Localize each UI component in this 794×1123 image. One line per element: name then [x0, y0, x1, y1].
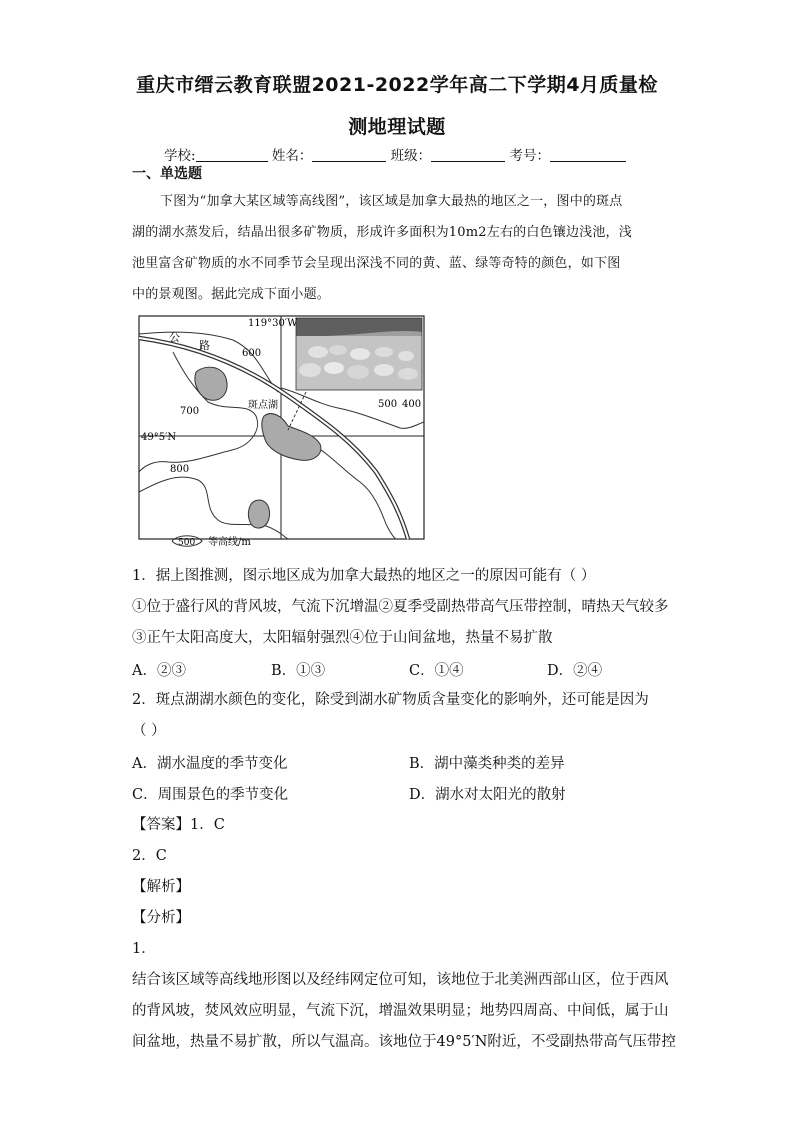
analysis-line-1: 结合该区域等高线地形图以及经纬网定位可知，该地位于北美洲西部山区，位于西风: [132, 972, 669, 988]
question-1-line-2: ①位于盛行风的背风坡，气流下沉增温②夏季受副热带高气压带控制，晴热天气较多: [132, 599, 669, 615]
question-2-paren: （ ）: [132, 723, 166, 739]
analysis-label: 【解析】: [132, 879, 190, 895]
contour-label-400: 400: [402, 399, 422, 410]
contour-label-800: 800: [170, 464, 190, 475]
document-title-line-2: 测地理试题: [348, 116, 446, 138]
sub-number-1: 1．: [132, 941, 156, 957]
contour-label-700: 700: [180, 406, 200, 417]
contour-map-figure: [138, 312, 426, 550]
question-1-option-c[interactable]: C．①④: [409, 663, 464, 679]
question-2-stem: 2．斑点湖湖水颜色的变化，除受到湖水矿物质含量变化的影响外，还可能是因为: [132, 692, 649, 708]
material-line-3: 池里富含矿物质的水不同季节会呈现出深浅不同的黄、蓝、绿等奇特的颜色，如下图: [132, 256, 621, 271]
answer-line-2: 2．C: [132, 848, 167, 864]
southern-lake: [248, 500, 269, 528]
legend-value: 500: [178, 538, 196, 548]
document-title-line-1: 重庆市缙云教育联盟2021-2022学年高二下学期4月质量检: [136, 74, 658, 96]
question-1-option-a[interactable]: A．②③: [132, 663, 186, 679]
latitude-label: 49°5′N: [141, 432, 177, 443]
lake-label: 斑点湖: [248, 400, 278, 411]
question-2-option-c[interactable]: C．周围景色的季节变化: [132, 787, 289, 803]
material-line-2: 湖的湖水蒸发后，结晶出很多矿物质，形成许多面积为10m2左右的白色镶边浅池，浅: [132, 225, 632, 240]
question-2-option-a[interactable]: A．湖水温度的季节变化: [132, 756, 288, 772]
question-2-option-b[interactable]: B．湖中藻类种类的差异: [409, 756, 565, 772]
name-label: 姓名：: [271, 148, 313, 164]
name-blank[interactable]: [312, 147, 386, 162]
fenxi-label: 【分析】: [132, 910, 190, 926]
question-1-option-d[interactable]: D．②④: [547, 663, 603, 679]
school-label: 学校:: [164, 148, 196, 164]
student-info-row: [164, 144, 626, 164]
analysis-line-3: 间盆地，热量不易扩散，所以气温高。该地位于49°5′N附近，不受副热带高气压带控: [132, 1034, 676, 1050]
school-blank[interactable]: [196, 147, 268, 162]
contour-label-600: 600: [242, 348, 262, 359]
analysis-line-2: 的背风坡，焚风效应明显，气流下沉，增温效果明显；地势四周高、中间低，属于山: [132, 1003, 669, 1019]
question-1-line-3: ③正午太阳高度大，太阳辐射强烈④位于山间盆地，热量不易扩散: [132, 630, 553, 646]
road-label-2: 路: [199, 339, 210, 352]
road-label-1: 公: [169, 331, 180, 344]
answer-line-1: 【答案】1．C: [132, 817, 225, 833]
question-2-option-d[interactable]: D．湖水对太阳光的散射: [409, 787, 566, 803]
longitude-label: 119°30′W: [248, 318, 298, 329]
legend-text: 等高线/m: [208, 537, 251, 548]
exam-number-blank[interactable]: [550, 147, 626, 162]
material-line-1: 下图为“加拿大某区域等高线图”，该区域是加拿大最热的地区之一，图中的斑点: [160, 194, 623, 209]
class-label: 班级：: [390, 148, 432, 164]
landscape-photo: [296, 318, 422, 390]
class-blank[interactable]: [431, 147, 505, 162]
question-1-option-b[interactable]: B．①③: [271, 663, 326, 679]
question-1-stem: 1．据上图推测，图示地区成为加拿大最热的地区之一的原因可能有（ ）: [132, 568, 596, 584]
contour-label-500: 500: [378, 399, 398, 410]
material-line-4: 中的景观图。据此完成下面小题。: [132, 287, 331, 302]
exam-number-label: 考号：: [509, 148, 550, 164]
section-heading: 一、单选题: [132, 166, 202, 182]
